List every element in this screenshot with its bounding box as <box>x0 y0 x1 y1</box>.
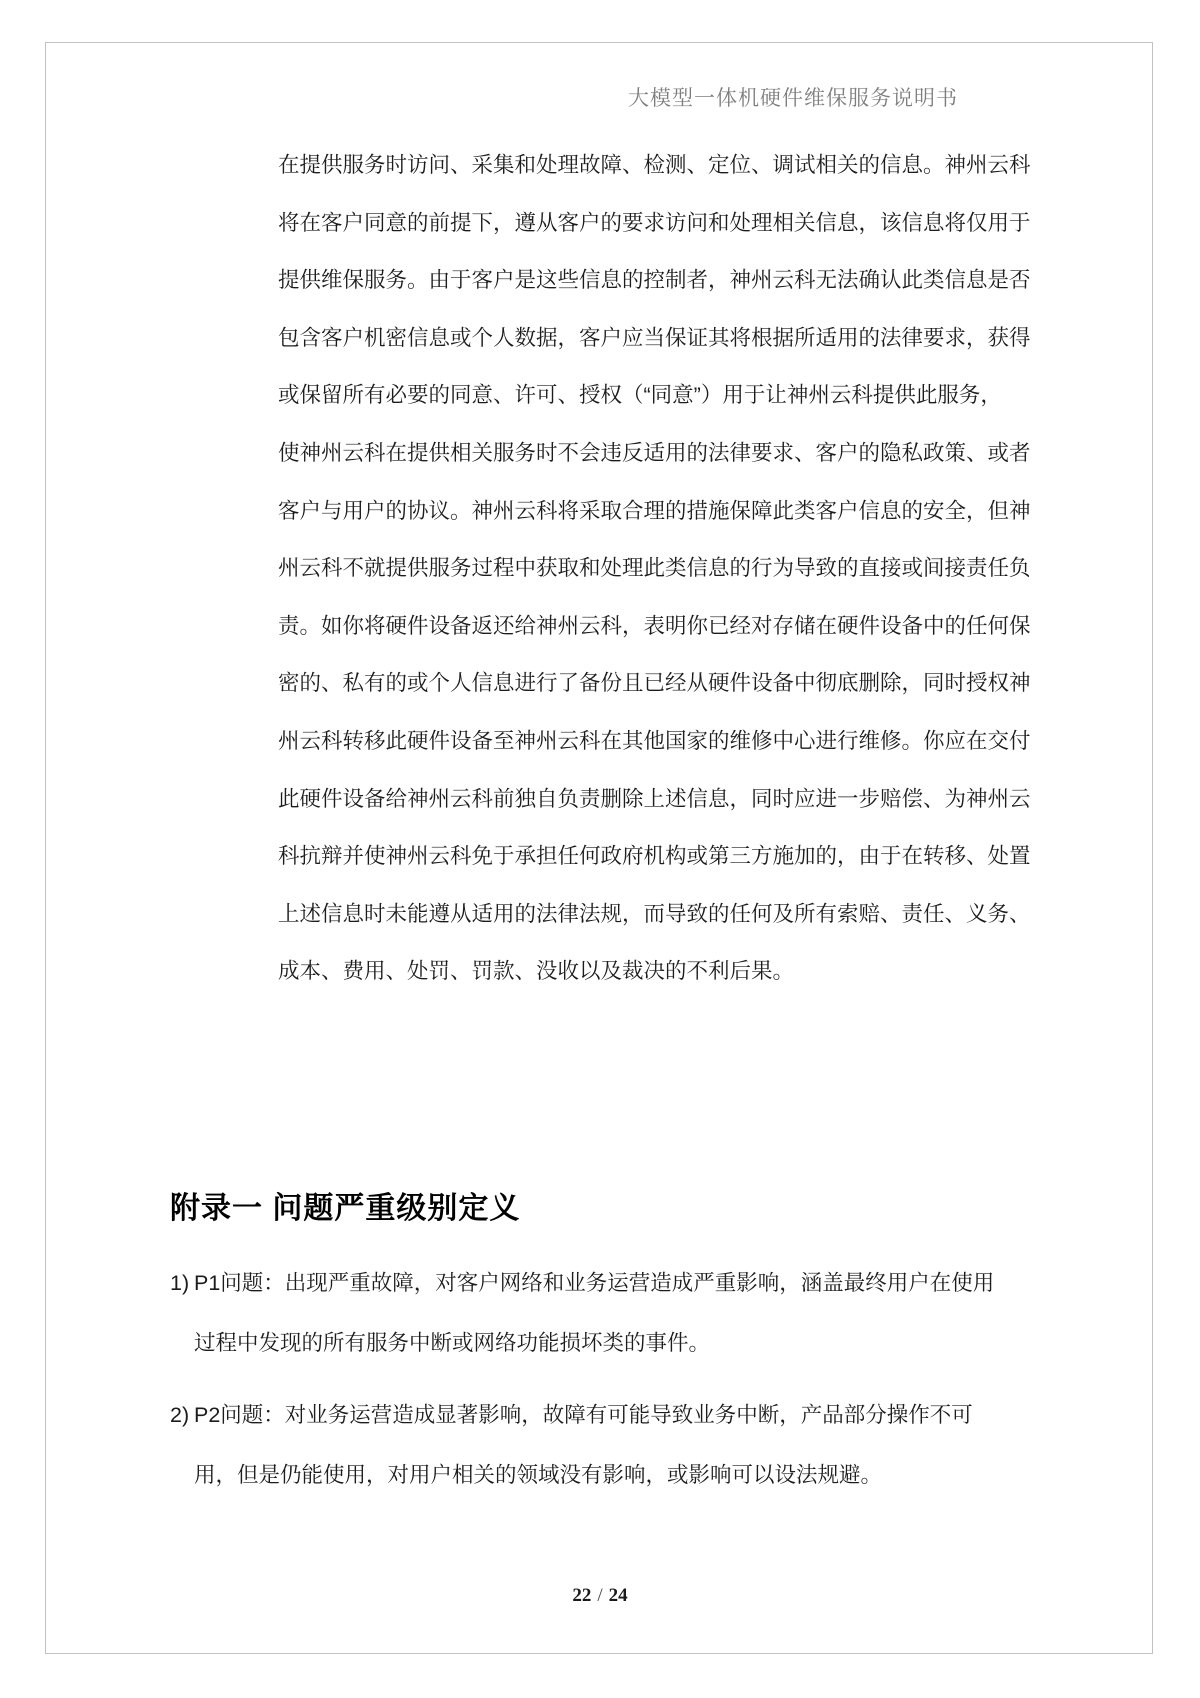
appendix-list <box>170 1253 995 1517</box>
page-footer <box>0 1585 1200 1607</box>
list-item-number: 2) <box>170 1403 190 1427</box>
list-item <box>170 1385 973 1505</box>
body-paragraph <box>278 137 1031 1001</box>
paragraph-line: 客户与用户的协议。神州云科将采取合理的措施保障此类客户信息的安全，但神 <box>278 498 1031 523</box>
page-header <box>628 82 958 112</box>
list-item <box>170 1253 995 1373</box>
list-item-text <box>194 1385 973 1505</box>
paragraph-line: 州云科不就提供服务过程中获取和处理此类信息的行为导致的直接或间接责任负 <box>278 556 1031 581</box>
current-page-number: 22 <box>572 1585 592 1606</box>
paragraph-line: 在提供服务时访问、采集和处理故障、检测、定位、调试相关的信息。神州云科 <box>278 153 1031 177</box>
paragraph-line: 责。如你将硬件设备返还给神州云科，表明你已经对存储在硬件设备中的任何保 <box>278 613 1031 638</box>
paragraph-line: 科抗辩并使神州云科免于承担任何政府机构或第三方施加的，由于在转移、处置 <box>278 844 1031 869</box>
paragraph-line: 上述信息时未能遵从适用的法律法规，而导致的任何及所有索赔、责任、义务、 <box>278 901 1031 926</box>
list-item-line: 用，但是仍能使用，对用户相关的领域没有影响，或影响可以设法规避。 <box>194 1463 883 1487</box>
header-title: 大模型一体机硬件维保服务说明书 <box>628 86 958 110</box>
paragraph-line: 州云科转移此硬件设备至神州云科在其他国家的维修中心进行维修。你应在交付 <box>278 728 1031 753</box>
paragraph-line: 成本、费用、处罚、罚款、没收以及裁决的不利后果。 <box>278 959 795 984</box>
paragraph-line: 包含客户机密信息或个人数据，客户应当保证其将根据所适用的法律要求，获得 <box>278 325 1031 350</box>
paragraph-line: 或保留所有必要的同意、许可、授权（“同意”）用于让神州云科提供此服务， <box>278 383 1002 408</box>
list-item-line: P2问题：对业务运营造成显著影响，故障有可能导致业务中断，产品部分操作不可 <box>194 1403 973 1427</box>
list-item-text <box>194 1253 994 1373</box>
page-number-separator: / <box>597 1585 603 1606</box>
paragraph-line: 使神州云科在提供相关服务时不会违反适用的法律要求、客户的隐私政策、或者 <box>278 440 1031 465</box>
paragraph-line: 将在客户同意的前提下，遵从客户的要求访问和处理相关信息，该信息将仅用于 <box>278 210 1031 235</box>
paragraph-line: 提供维保服务。由于客户是这些信息的控制者，神州云科无法确认此类信息是否 <box>278 268 1031 293</box>
paragraph-line: 密的、私有的或个人信息进行了备份且已经从硬件设备中彻底删除，同时授权神 <box>278 671 1031 696</box>
appendix-heading: 附录一 问题严重级别定义 <box>170 1192 521 1225</box>
paragraph-line: 此硬件设备给神州云科前独自负责删除上述信息，同时应进一步赔偿、为神州云 <box>278 786 1031 811</box>
total-page-number: 24 <box>608 1585 628 1606</box>
list-item-line: P1问题：出现严重故障，对客户网络和业务运营造成严重影响，涵盖最终用户在使用 <box>194 1271 995 1295</box>
list-item-line: 过程中发现的所有服务中断或网络功能损坏类的事件。 <box>194 1331 711 1355</box>
list-item-number: 1) <box>170 1271 190 1295</box>
